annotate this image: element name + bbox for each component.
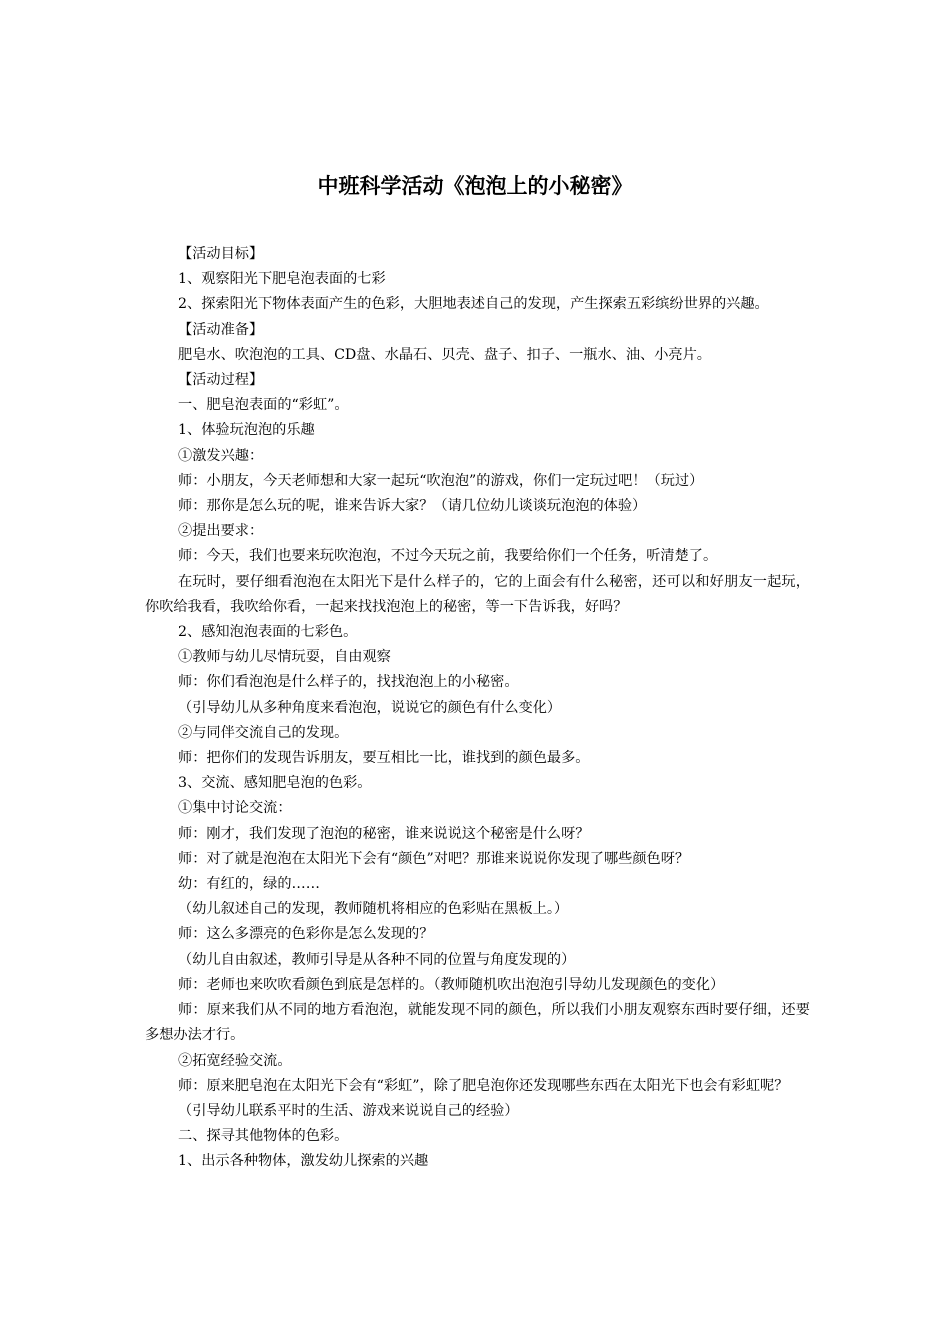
paragraph: 二、探寻其他物体的色彩。 [178, 1128, 349, 1145]
paragraph: 师：刚才，我们发现了泡泡的秘密，谁来说说这个秘密是什么呀？ [178, 825, 590, 842]
paragraph: （幼儿自由叙述，教师引导是从各种不同的位置与角度发现的） [178, 951, 576, 968]
paragraph: 2、探索阳光下物体表面产生的色彩，大胆地表述自己的发现，产生探索五彩缤纷世界的兴趣。 [178, 296, 769, 313]
paragraph: 2、感知泡泡表面的七彩色。 [178, 624, 358, 641]
paragraph: 肥皂水、吹泡泡的工具、CD盘、水晶石、贝壳、盘子、扣子、一瓶水、油、小亮片。 [178, 346, 711, 363]
paragraph: 3、交流、感知肥皂泡的色彩。 [178, 775, 372, 792]
paragraph: ②拓宽经验交流。 [178, 1052, 292, 1069]
paragraph: 师：小朋友，今天老师想和大家一起玩“吹泡泡”的游戏，你们一定玩过吧！（玩过） [178, 472, 704, 489]
paragraph: （引导幼儿从多种角度来看泡泡，说说它的颜色有什么变化） [178, 699, 562, 716]
paragraph: 1、出示各种物体，激发幼儿探索的兴趣 [178, 1153, 429, 1170]
paragraph: ①教师与幼儿尽情玩耍，自由观察 [178, 649, 391, 666]
paragraph: 师：原来肥皂泡在太阳光下会有“彩虹”，除了肥皂泡你还发现哪些东西在太阳光下也会有彩虹呢？ [178, 1077, 789, 1094]
paragraph: 一、肥皂泡表面的“彩虹”。 [178, 397, 349, 414]
paragraph: ①集中讨论交流： [178, 800, 292, 817]
paragraph: 在玩时，要仔细看泡泡在太阳光下是什么样子的，它的上面会有什么秘密，还可以和好朋友一起玩，你吹给我看，我吹给你看，一起来找找泡泡上的秘密，等一下告诉我，好吗？ [145, 573, 810, 615]
paragraph: ①激发兴趣： [178, 447, 264, 464]
paragraph: 师：那你是怎么玩的呢，谁来告诉大家？（请几位幼儿谈谈玩泡泡的体验） [178, 498, 647, 515]
paragraph: 师：对了就是泡泡在太阳光下会有“颜色”对吧？那谁来说说你发现了哪些颜色呀？ [178, 850, 690, 867]
paragraph: 师：你们看泡泡是什么样子的，找找泡泡上的小秘密。 [178, 674, 519, 691]
paragraph: ②与同伴交流自己的发现。 [178, 724, 349, 741]
paragraph: 1、观察阳光下肥皂泡表面的七彩 [178, 271, 386, 288]
section-heading-goals: 【活动目标】 [178, 246, 264, 262]
document-body [145, 242, 810, 1175]
section-heading-preparation: 【活动准备】 [178, 321, 264, 338]
paragraph: ②提出要求： [178, 523, 264, 540]
paragraph: 师：把你们的发现告诉朋友，要互相比一比，谁找到的颜色最多。 [178, 750, 590, 767]
paragraph: 师：这么多漂亮的色彩你是怎么发现的？ [178, 926, 434, 943]
section-heading-process: 【活动过程】 [178, 372, 264, 389]
paragraph: 幼：有红的，绿的…… [178, 876, 320, 893]
paragraph: 师：老师也来吹吹看颜色到底是怎样的。（教师随机吹出泡泡引导幼儿发现颜色的变化） [178, 976, 725, 993]
paragraph: 师：原来我们从不同的地方看泡泡，就能发现不同的颜色，所以我们小朋友观察东西时要仔细，还要多想办法才行。 [145, 1002, 810, 1044]
paragraph: 师：今天，我们也要来玩吹泡泡，不过今天玩之前，我要给你们一个任务，听清楚了。 [178, 548, 718, 565]
document-title: 中班科学活动《泡泡上的小秘密》 [317, 174, 633, 198]
paragraph: 1、体验玩泡泡的乐趣 [178, 422, 315, 439]
paragraph: （引导幼儿联系平时的生活、游戏来说说自己的经验） [178, 1102, 519, 1119]
paragraph: （幼儿叙述自己的发现，教师随机将相应的色彩贴在黑板上。） [178, 901, 569, 918]
